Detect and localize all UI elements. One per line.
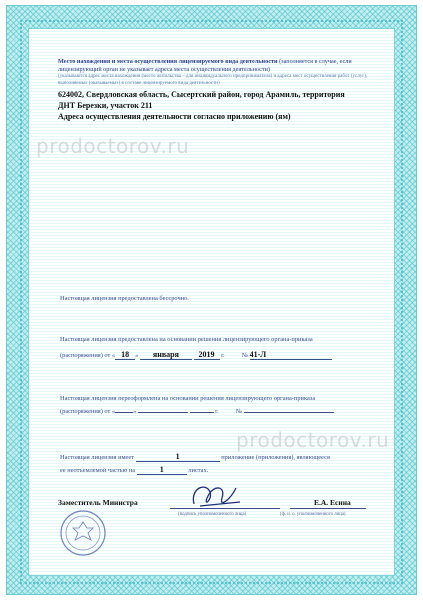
appendix-text-c: ее неотъемлемой частью на — [60, 467, 136, 474]
watermark-bottom: prodoctorov.ru — [236, 428, 390, 452]
handwritten-signature — [186, 478, 246, 514]
decision-day: 18 — [115, 350, 135, 360]
decision-prefix: (распоряжения) от « — [60, 352, 116, 359]
address-section — [58, 58, 368, 122]
reissue-prefix: (распоряжения) от « — [60, 408, 116, 415]
address-line-2: ДНТ Березки, участок 211 — [58, 100, 153, 110]
reissue-text-a: Настоящая лицензия переоформлена на основании решения лицензирующего органа-приказа — [60, 395, 316, 402]
reissue-num-prefix: № — [235, 408, 242, 415]
reissue-year-suffix: г. — [215, 408, 219, 415]
appendix-line-2 — [60, 465, 208, 475]
place-note: (заполняется в случае, если лицензирующий орган не указывает адреса места осуществления деятельности) — [58, 58, 352, 73]
address-line-1: 624002, Свердловская область, Сысертский район, город Арамиль, территория — [58, 90, 345, 100]
name-underline — [290, 508, 366, 509]
decision-year: 2019 — [194, 350, 220, 360]
signatory-position: Заместитель Министра — [58, 498, 138, 507]
reissue-date-line — [60, 408, 334, 415]
decision-number: 41-Л — [250, 350, 332, 360]
address-line-3: Адреса осуществления деятельности согласно приложению (ям) — [58, 112, 291, 122]
appendix-text-b: приложение (приложения), являющееся — [221, 454, 330, 461]
decision-date-line — [60, 350, 332, 360]
signature-caption: (подпись уполномоченного лица) — [178, 512, 247, 517]
appendix-count: 1 — [136, 452, 220, 462]
decision-month: января — [140, 350, 192, 360]
decision-mid: » — [135, 352, 139, 359]
watermark-top: prodoctorov.ru — [36, 134, 190, 158]
appendix-text-a: Настоящая лицензия имеет — [60, 454, 135, 461]
appendix-line-1 — [60, 452, 330, 462]
reissue-mid: » — [133, 408, 137, 415]
decision-text-a: Настоящая лицензия предоставлена на основании решения лицензирующего органа-приказа — [60, 336, 313, 343]
official-seal-icon — [58, 508, 108, 558]
place-subtext: (указываются адрес места нахождения (место жительства – для индивидуального предпринимателя) и адреса мест осуществления работ (услуг), выполняемых (оказываемых) в составе лицензируемого вида деятельности) — [58, 74, 368, 86]
name-caption: (ф. и. о. уполномоченного лица) — [280, 512, 346, 517]
appendix-sheets: 1 — [137, 465, 187, 475]
appendix-text-d: листах. — [188, 467, 209, 474]
place-heading — [58, 58, 368, 73]
signatory-name: Е.А. Есина — [314, 498, 351, 507]
place-title: Место нахождения и места осуществления лицензируемого вида деятельности — [58, 58, 278, 65]
validity-text: Настоящая лицензия предоставлена бессрочно. — [60, 295, 189, 302]
decision-year-suffix: г. — [221, 352, 225, 359]
decision-num-prefix: № — [241, 352, 248, 359]
